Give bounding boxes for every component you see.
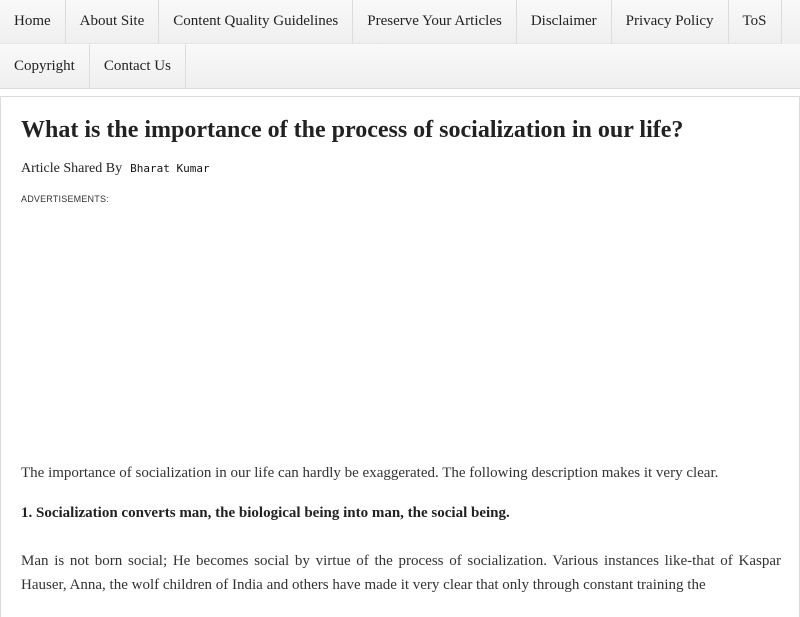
top-navigation <box>0 0 800 89</box>
nav-contact-us[interactable]: Contact Us <box>90 44 186 88</box>
nav-disclaimer[interactable]: Disclaimer <box>517 0 612 44</box>
author-name[interactable]: Bharat Kumar <box>130 162 210 175</box>
nav-copyright[interactable]: Copyright <box>0 44 90 88</box>
advertisements-label: ADVERTISEMENTS: <box>21 194 109 204</box>
nav-content-quality-guidelines[interactable]: Content Quality Guidelines <box>159 0 353 44</box>
article-container <box>0 96 800 617</box>
nav-row-2 <box>0 44 800 88</box>
nav-home[interactable]: Home <box>0 0 66 44</box>
ad-slot <box>21 209 781 449</box>
section-heading: 1. Socialization converts man, the biological being into man, the social being. <box>21 505 510 521</box>
article-title: What is the importance of the process of socialization in our life? <box>21 117 684 143</box>
article-paragraph: Man is not born social; He becomes social by virtue of the process of socialization. Various instances like-that of Kaspar Hauser, Anna, the wolf children of India and others have made it very clear that only through constant training the <box>21 553 781 593</box>
byline-label: Article Shared By <box>21 161 123 176</box>
nav-privacy-policy[interactable]: Privacy Policy <box>612 0 729 44</box>
nav-filler <box>186 44 800 88</box>
nav-about-site[interactable]: About Site <box>66 0 160 44</box>
nav-preserve-your-articles[interactable]: Preserve Your Articles <box>353 0 517 44</box>
nav-row-1 <box>0 0 800 44</box>
article-intro: The importance of socialization in our life can hardly be exaggerated. The following description makes it very clear. <box>21 465 719 481</box>
article-byline <box>21 161 210 177</box>
nav-filler <box>782 0 800 44</box>
nav-tos[interactable]: ToS <box>729 0 782 44</box>
